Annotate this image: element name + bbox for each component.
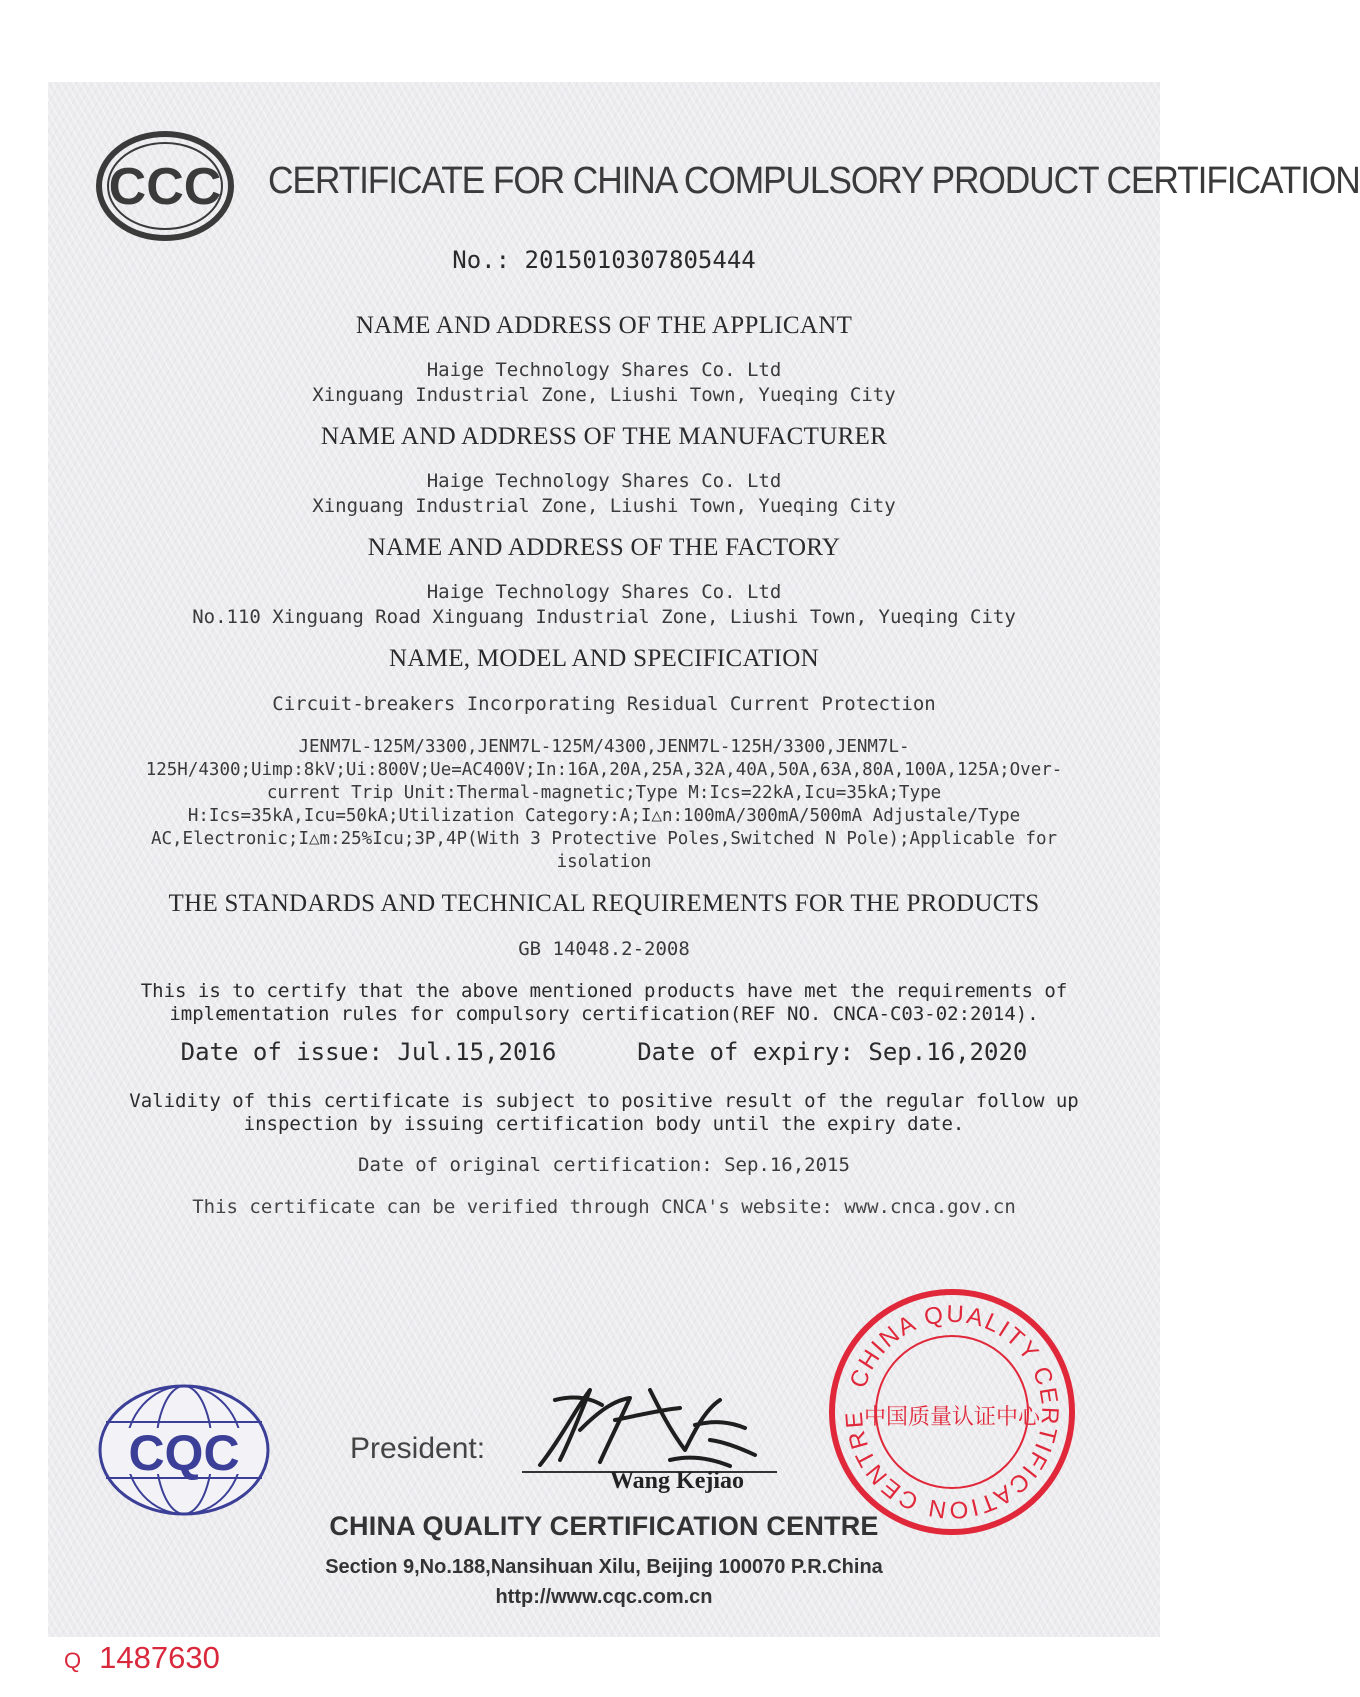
- certify-line: implementation rules for compulsory certification(REF NO. CNCA-C03-02:2014).: [169, 1003, 1039, 1025]
- serial-number: [64, 1640, 220, 1676]
- spec-line: current Trip Unit:Thermal-magnetic;Type M:Ics=22kA,Icu=35kA;Type: [266, 783, 942, 803]
- issuer-website: http://www.cqc.com.cn: [495, 1586, 713, 1608]
- validity-line: inspection by issuing certification body until the expiry date.: [243, 1113, 965, 1135]
- issuer-address: Section 9,No.188,Nansihuan Xilu, Beijing 100070 P.R.China: [325, 1556, 883, 1578]
- factory-name: Haige Technology Shares Co. Ltd: [426, 581, 782, 603]
- verify-statement: This certificate can be verified through CNCA's website: www.cnca.gov.cn: [192, 1196, 1016, 1218]
- certify-statement: [48, 980, 1160, 1026]
- product-name: Circuit-breakers Incorporating Residual Current Protection: [272, 693, 936, 715]
- handwritten-signature: [520, 1370, 770, 1480]
- applicant-address: Xinguang Industrial Zone, Liushi Town, Yueqing City: [312, 384, 896, 406]
- applicant-name: Haige Technology Shares Co. Ltd: [426, 359, 782, 381]
- validity-statement: [48, 1090, 1160, 1136]
- certificate-number: No.: 2015010307805444: [452, 246, 756, 274]
- spec-line: isolation: [556, 852, 652, 872]
- spec-line: 125H/4300;Uimp:8kV;Ui:800V;Ue=AC400V;In:16A,20A,25A,32A,40A,50A,63A,80A,100A,125A;Over-: [145, 760, 1063, 780]
- signer-name: Wang Kejiao: [610, 1468, 745, 1494]
- serial-value: 1487630: [99, 1640, 220, 1675]
- manufacturer-name: Haige Technology Shares Co. Ltd: [426, 470, 782, 492]
- spec-line: AC,Electronic;I△m:25%Icu;3P,4P(With 3 Protective Poles,Switched N Pole);Applicable for: [150, 829, 1058, 849]
- serial-prefix: Q: [64, 1648, 82, 1673]
- spec-line: JENM7L-125M/3300,JENM7L-125M/4300,JENM7L-125H/3300,JENM7L-: [298, 737, 910, 757]
- factory-address: No.110 Xinguang Road Xinguang Industrial Zone, Liushi Town, Yueqing City: [192, 606, 1016, 628]
- original-certification-date: Date of original certification: Sep.16,2015: [358, 1154, 850, 1176]
- certify-line: This is to certify that the above mentioned products have met the requirements of: [140, 980, 1068, 1002]
- svg-text:CHINA QUALITY CERTIFICATION CE: CHINA QUALITY CERTIFICATION CENTRE: [840, 1300, 1064, 1524]
- issuer-name: CHINA QUALITY CERTIFICATION CENTRE: [329, 1511, 879, 1541]
- svg-text:中国质量认证中心: 中国质量认证中心: [863, 1405, 1041, 1430]
- standards-heading: THE STANDARDS AND TECHNICAL REQUIREMENTS FOR THE PRODUCTS: [168, 890, 1040, 917]
- manufacturer-heading: NAME AND ADDRESS OF THE MANUFACTURER: [320, 423, 888, 450]
- validity-line: Validity of this certificate is subject to positive result of the regular follow up: [129, 1090, 1079, 1112]
- product-specification: [48, 736, 1160, 874]
- spec-line: H:Ics=35kA,Icu=50kA;Utilization Category:A;I△n:100mA/300mA/500mA Adjustale/Type: [187, 806, 1021, 826]
- applicant-heading: NAME AND ADDRESS OF THE APPLICANT: [355, 312, 853, 339]
- product-heading: NAME, MODEL AND SPECIFICATION: [388, 645, 819, 672]
- official-seal-stamp: [828, 1288, 1076, 1536]
- standards-value: GB 14048.2-2008: [518, 938, 690, 960]
- president-label: President:: [350, 1432, 486, 1465]
- dates-row: [48, 1038, 1160, 1066]
- ccc-logo-text: CCC: [108, 158, 222, 216]
- certificate-title: CERTIFICATE FOR CHINA COMPULSORY PRODUCT CERTIFICATION: [268, 160, 1360, 202]
- factory-heading: NAME AND ADDRESS OF THE FACTORY: [367, 534, 841, 561]
- cqc-logo-text: CQC: [128, 1425, 240, 1481]
- ccc-logo: [95, 130, 235, 242]
- date-of-expiry: Date of expiry: Sep.16,2020: [637, 1038, 1028, 1066]
- date-of-issue: Date of issue: Jul.15,2016: [180, 1038, 557, 1066]
- manufacturer-address: Xinguang Industrial Zone, Liushi Town, Yueqing City: [312, 495, 896, 517]
- cqc-logo: [96, 1382, 272, 1518]
